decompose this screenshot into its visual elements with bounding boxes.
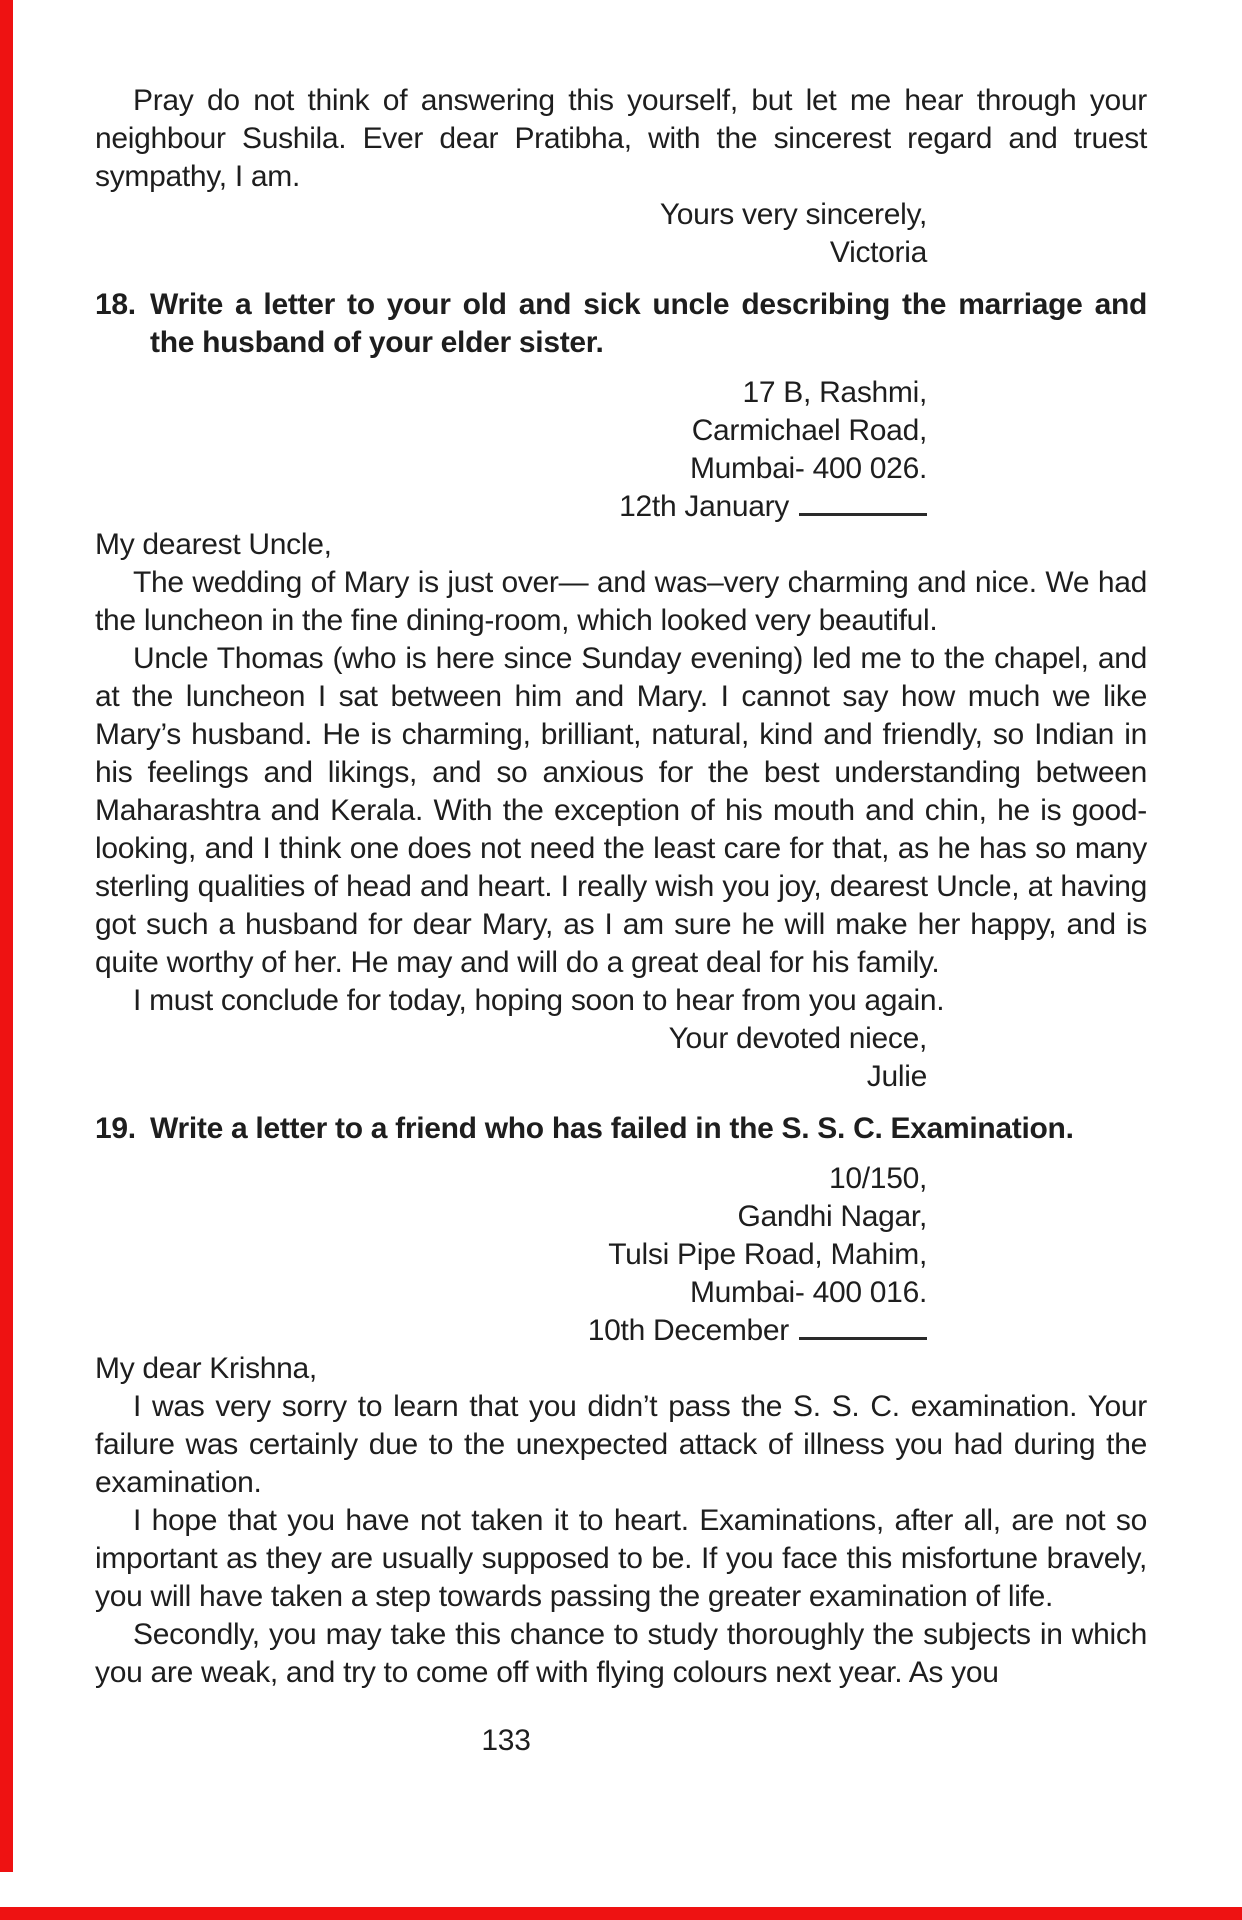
address-line: Mumbai- 400 016. — [689, 1276, 927, 1309]
salutation-18: My dearest Uncle, — [95, 528, 332, 561]
address-line: 10/150, — [829, 1162, 927, 1195]
letter-paragraph: The wedding of Mary is just over— and was–very charming and nice. We had the luncheon in the fine dining-room, which looked very beautiful. — [95, 566, 1147, 637]
address-line: 17 B, Rashmi, — [742, 376, 927, 409]
salutation-19: My dear Krishna, — [95, 1352, 317, 1385]
exercise-19-title: Write a letter to a friend who has failed in the S. S. C. Examination. — [150, 1112, 1074, 1145]
date-line-19 — [95, 1312, 927, 1350]
exercise-18-title: Write a letter to your old and sick uncle describing the marriage and the husband of your elder sister. — [150, 288, 1147, 359]
letter-paragraph: Secondly, you may take this chance to study thoroughly the subjects in which you are weak, and try to come off with flying colours next year. As you — [95, 1618, 1147, 1689]
exercise-19-heading — [95, 1110, 1147, 1148]
date-blank-line — [799, 509, 927, 516]
address-line: Gandhi Nagar, — [737, 1200, 927, 1233]
letter-signature: Julie — [866, 1060, 927, 1093]
page-number: 133 — [481, 1724, 531, 1757]
address-line: Carmichael Road, — [691, 414, 927, 447]
sender-address-19 — [95, 1160, 927, 1350]
letter-paragraph: I must conclude for today, hoping soon to hear from you again. — [133, 984, 945, 1017]
intro-signature: Victoria — [829, 236, 927, 269]
intro-paragraph: Pray do not think of answering this yourself, but let me hear through your neighbour Sushila. Ever dear Pratibha, with the sincerest regard and truest sympathy, I am. — [95, 84, 1147, 193]
intro-closing: Yours very sincerely, — [659, 198, 927, 231]
exercise-18-heading — [95, 286, 1147, 362]
exercise-18-number: 18. — [95, 288, 136, 321]
sender-address-18 — [95, 374, 927, 526]
letter-closing: Your devoted niece, — [668, 1022, 927, 1055]
scan-edge-left — [0, 0, 13, 1872]
page-content — [95, 82, 1147, 1760]
date-text: 10th December — [587, 1314, 789, 1347]
exercise-19-number: 19. — [95, 1112, 136, 1145]
letter-closing-block-18 — [95, 1020, 927, 1096]
date-text: 12th January — [619, 490, 789, 523]
date-line-18 — [95, 488, 927, 526]
date-blank-line — [799, 1333, 927, 1340]
address-line: Tulsi Pipe Road, Mahim, — [608, 1238, 927, 1271]
letter-paragraph: I was very sorry to learn that you didn’t pass the S. S. C. examination. Your failure was certainly due to the unexpected attack of illness you had during the examination. — [95, 1390, 1147, 1499]
letter-paragraph: I hope that you have not taken it to heart. Examinations, after all, are not so important as they are usually supposed to be. If you face this misfortune bravely, you will have taken a step towards passing the greater examination of life. — [95, 1504, 1147, 1613]
intro-closing-block — [95, 196, 927, 272]
letter-paragraph: Uncle Thomas (who is here since Sunday evening) led me to the chapel, and at the luncheon I sat between him and Mary. I cannot say how much we like Mary’s husband. He is charming, brilliant, natural, kind and friendly, so Indian in his feelings and likings, and so anxious for the best understanding between Maharashtra and Kerala. With the exception of his mouth and chin, he is good-looking, and I think one does not need the least care for that, as he has so many sterling qualities of head and heart. I really wish you joy, dearest Uncle, at having got such a husband for dear Mary, as I am sure he will make her happy, and is quite worthy of her. He may and will do a great deal for his family. — [95, 642, 1147, 979]
scan-edge-bottom — [0, 1907, 1242, 1920]
address-line: Mumbai- 400 026. — [689, 452, 927, 485]
